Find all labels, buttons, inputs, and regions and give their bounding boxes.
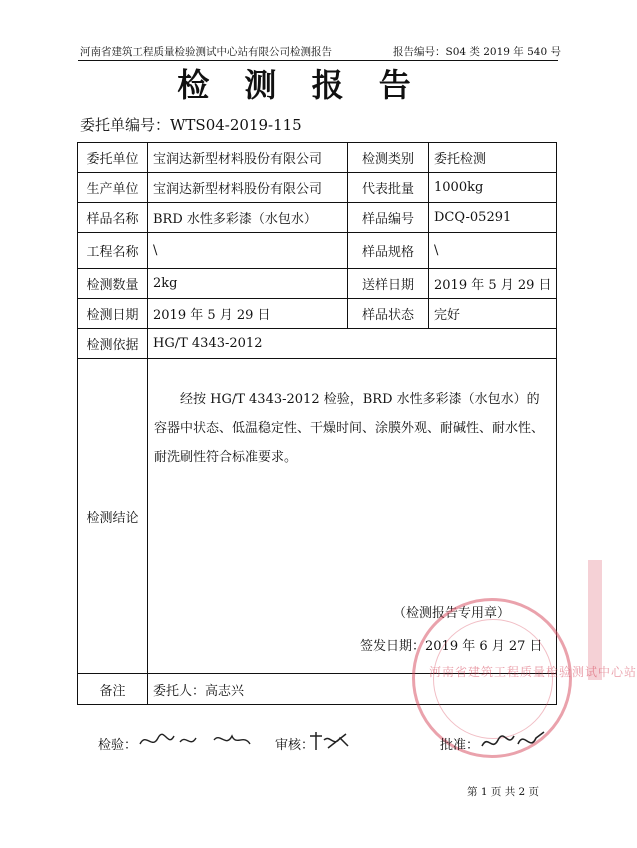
qty-value: 2kg [148,269,348,299]
table-row [78,173,557,203]
table-row [78,674,557,705]
table-row [78,269,557,299]
sample-name-label: 样品名称 [78,203,148,233]
project-value: \ [148,233,348,269]
conclusion-cell [148,359,557,674]
delivery-date-label: 送样日期 [348,269,429,299]
spec-label: 样品规格 [348,233,429,269]
sample-no-label: 样品编号 [348,203,429,233]
header-org: 河南省建筑工程质量检验测试中心站有限公司检测报告 [80,46,332,58]
tester-signature [136,728,266,754]
table-row [78,359,557,674]
sample-no-value: DCQ-05291 [429,203,557,233]
test-date-value: 2019 年 5 月 29 日 [148,299,348,329]
table-row [78,203,557,233]
table-row [78,299,557,329]
remark-value: 委托人：高志兴 [148,674,557,705]
sample-name-value: BRD 水性多彩漆（水包水） [148,203,348,233]
approver-signature [478,726,550,756]
project-label: 工程名称 [78,233,148,269]
client-label: 委托单位 [78,143,148,173]
table-row [78,329,557,359]
conclusion-label: 检测结论 [78,359,148,674]
seal-text: 河南省建筑工程质量检验测试中心站 [429,665,637,679]
conclusion-text: 经按 HG/T 4343-2012 检验，BRD 水性多彩漆（水包水）的容器中状态、低温稳定性、干燥时间、涂膜外观、耐碱性、耐水性、耐洗刷性符合标准要求。 [154,392,545,465]
producer-value: 宝润达新型材料股份有限公司 [148,173,348,203]
test-type-value: 委托检测 [429,143,557,173]
producer-label: 生产单位 [78,173,148,203]
table-row [78,233,557,269]
delivery-date-value: 2019 年 5 月 29 日 [429,269,557,299]
test-date-label: 检测日期 [78,299,148,329]
seam-seal-mark [588,560,602,680]
entrust-number: 委托单编号：WTS04-2019-115 [80,116,302,134]
issue-date: 签发日期：2019 年 6 月 27 日 [360,639,543,654]
basis-label: 检测依据 [78,329,148,359]
test-type-label: 检测类别 [348,143,429,173]
page-footer: 第 1 页 共 2 页 [467,786,540,798]
tester-label: 检验： [98,738,138,753]
report-table [77,142,637,705]
approver-label: 批准： [440,738,480,753]
client-value: 宝润达新型材料股份有限公司 [148,143,348,173]
table-row [78,143,557,173]
page-title: 检 测 报 告 [177,66,423,104]
reviewer-label: 审核： [275,738,315,753]
batch-value: 1000kg [429,173,557,203]
state-label: 样品状态 [348,299,429,329]
basis-value: HG/T 4343-2012 [148,329,557,359]
qty-label: 检测数量 [78,269,148,299]
remark-label: 备注 [78,674,148,705]
batch-label: 代表批量 [348,173,429,203]
stamp-note: （检测报告专用章） [393,606,511,621]
report-number: 报告编号：S04 类 2019 年 540 号 [393,46,562,58]
spec-value: \ [429,233,557,269]
reviewer-signature [306,728,352,754]
state-value: 完好 [429,299,557,329]
